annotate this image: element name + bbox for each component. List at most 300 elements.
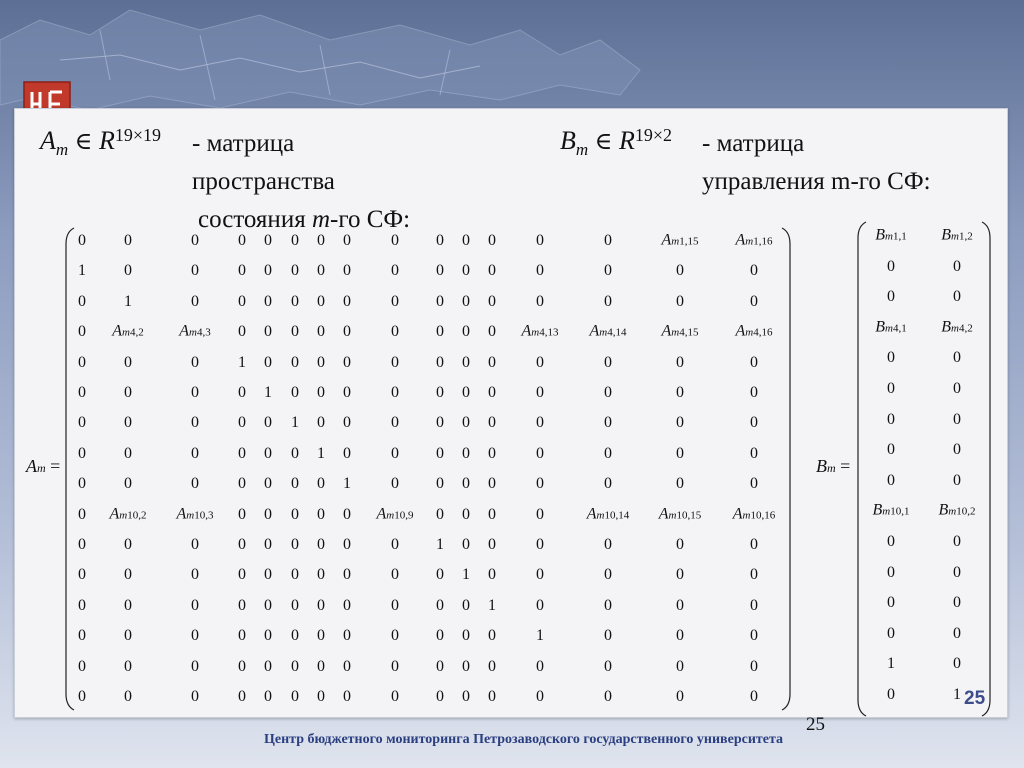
matrix-a-cell: 0: [488, 444, 496, 462]
matrix-a-cell: 0: [462, 596, 470, 614]
matrix-a-cell: 0: [238, 444, 246, 462]
matrix-a-cell: 0: [604, 292, 612, 310]
matrix-a-cell: 0: [536, 232, 544, 249]
matrix-a-cell: 0: [343, 596, 351, 614]
matrix-a-cell: 0: [462, 657, 470, 675]
matrix-a-cell: 0: [191, 384, 199, 401]
matrix-a-cell: 0: [291, 323, 299, 341]
matrix-a-cell: 0: [604, 536, 612, 553]
matrix-a-cell: 0: [604, 414, 612, 432]
matrix-a-cell: 0: [291, 232, 299, 249]
matrix-a-cell: 0: [436, 657, 444, 675]
matrix-b-cell: 0: [887, 441, 895, 459]
matrix-a-cell: 0: [488, 384, 496, 401]
matrix-a-cell: Am10,9: [376, 505, 414, 523]
matrix-a-cell: 0: [488, 536, 496, 553]
matrix-a-cell: 0: [604, 232, 612, 249]
matrix-a-cell: 0: [317, 384, 325, 401]
matrix-a-cell: 0: [78, 505, 86, 523]
matrix-a-cell: 0: [488, 657, 496, 675]
matrix-a-cell: 0: [436, 414, 444, 432]
matrix-a-cell: 0: [462, 536, 470, 553]
matrix-a-cell: 0: [604, 627, 612, 645]
matrix-a-cell: 0: [264, 444, 272, 462]
matrix-a-cell: 0: [391, 475, 399, 493]
matrix-a-cell: 0: [291, 566, 299, 584]
matrix-b-cell: 0: [887, 594, 895, 612]
matrix-a-cell: 0: [78, 323, 86, 341]
matrix-b-cell: 1: [887, 655, 895, 673]
matrix-a-cell: Am10,2: [109, 505, 147, 523]
matrix-a-cell: 0: [750, 262, 758, 280]
matrix-a-cell: 0: [317, 688, 325, 705]
matrix-b-cell: 0: [887, 410, 895, 428]
matrix-a-cell: 0: [124, 232, 132, 249]
matrix-a-cell: Am4,3: [179, 322, 211, 340]
matrix-a-cell: 0: [488, 292, 496, 310]
matrix-a-cell: 0: [536, 353, 544, 371]
matrix-a-cell: 0: [343, 323, 351, 341]
matrix-a-cell: 0: [317, 414, 325, 432]
matrix-a-cell: 0: [750, 596, 758, 614]
matrix-b-cell: 0: [887, 533, 895, 550]
matrix-a-cell: 0: [536, 536, 544, 553]
matrix-a-cell: 0: [264, 596, 272, 614]
matrix-a-cell: 0: [536, 566, 544, 584]
matrix-a-cell: 0: [343, 292, 351, 310]
matrix-a-cell: 0: [264, 688, 272, 705]
matrix-a-cell: 0: [191, 292, 199, 310]
footer-organization: Центр бюджетного мониторинга Петрозаводского государственного университета: [264, 732, 784, 747]
matrix-a-cell: 0: [488, 353, 496, 371]
matrix-a-cell: 0: [291, 262, 299, 280]
matrix-a-cell: Am4,14: [589, 322, 627, 340]
matrix-b-cell: 0: [887, 624, 895, 642]
matrix-a-cell: 0: [676, 444, 684, 462]
matrix-a-cell: 0: [488, 627, 496, 645]
matrix-a-cell: 1: [343, 475, 351, 493]
matrix-a-cell: 0: [191, 232, 199, 249]
matrix-b-cell: 0: [953, 410, 961, 428]
matrix-a-cell: 0: [462, 323, 470, 341]
matrix-a-cell: Am10,16: [732, 505, 776, 523]
matrix-a-cell: 0: [78, 232, 86, 249]
matrix-b-cell: Bm1,1: [875, 226, 907, 244]
matrix-a-cell: 0: [604, 262, 612, 280]
matrix-a-cell: 0: [264, 232, 272, 249]
matrix-a-cell: 0: [238, 475, 246, 493]
matrix-b-cell: Bm4,1: [875, 318, 907, 336]
matrix-a-cell: 0: [462, 232, 470, 249]
matrix-a-cell: 0: [604, 444, 612, 462]
matrix-a-cell: 0: [391, 444, 399, 462]
matrix-a-cell: 0: [343, 657, 351, 675]
matrix-a-cell: 0: [238, 262, 246, 280]
matrix-a-cell: 1: [536, 627, 544, 645]
matrix-a-cell: 0: [317, 232, 325, 249]
matrix-a-cell: 0: [391, 536, 399, 553]
matrix-a-cell: 1: [317, 444, 325, 462]
matrix-a-cell: 0: [238, 505, 246, 523]
matrix-a-cell: Am4,2: [112, 322, 144, 340]
matrix-a-cell: 0: [238, 384, 246, 401]
matrix-a-cell: 0: [317, 353, 325, 371]
matrix-a-cell: 0: [291, 688, 299, 705]
matrix-b-cell: 0: [953, 471, 961, 489]
matrix-a-cell: 0: [676, 657, 684, 675]
matrix-a-cell: 0: [343, 262, 351, 280]
matrix-a-cell: 0: [238, 627, 246, 645]
matrix-a-cell: 0: [264, 292, 272, 310]
matrix-a-cell: 0: [343, 536, 351, 553]
matrix-b-label: Bm =: [816, 456, 851, 476]
matrix-a-cell: 0: [536, 596, 544, 614]
matrix-a-cell: 0: [238, 232, 246, 249]
matrix-a-cell: 0: [391, 323, 399, 341]
matrix-b-cell: Bm4,2: [941, 318, 973, 336]
matrix-a-cell: 0: [238, 323, 246, 341]
matrix-a-cell: 0: [78, 657, 86, 675]
matrix-a-cell: 0: [436, 444, 444, 462]
matrix-b-cell: 0: [887, 380, 895, 397]
matrix-a-cell: 0: [317, 627, 325, 645]
matrix-a-cell: 0: [78, 414, 86, 432]
matrix-a-cell: 0: [78, 292, 86, 310]
matrix-a-cell: 0: [750, 536, 758, 553]
matrix-a-cell: 0: [264, 353, 272, 371]
matrix-b-cell: 0: [953, 257, 961, 275]
matrix-a-cell: 0: [604, 384, 612, 401]
matrix-a-cell: 0: [676, 262, 684, 280]
matrix-a-cell: 0: [436, 262, 444, 280]
matrix-a-cell: 0: [343, 232, 351, 249]
background-map-graphic: [0, 0, 1024, 120]
matrix-a-cell: 0: [676, 688, 684, 705]
matrix-a-cell: 0: [343, 444, 351, 462]
matrix-a-cell: 1: [462, 566, 470, 584]
matrix-a-cell: 0: [436, 232, 444, 249]
matrix-a-desc-line1: - матрица: [192, 130, 295, 157]
matrix-b-desc-line2: управления m-го СФ:: [702, 168, 931, 195]
matrix-a-cell: 0: [436, 353, 444, 371]
matrix-a-cell: 0: [343, 414, 351, 432]
matrix-a-cell: 0: [604, 475, 612, 493]
matrix-a-cell: 0: [124, 475, 132, 493]
matrix-a-cell: 0: [676, 384, 684, 401]
matrix-a-cell: 0: [536, 414, 544, 432]
matrix-a-cell: 0: [676, 596, 684, 614]
matrix-a-cell: 0: [436, 566, 444, 584]
matrix-a-cell: 0: [462, 353, 470, 371]
matrix-a-cell: 0: [391, 232, 399, 249]
matrix-a-cell: 0: [604, 353, 612, 371]
matrix-a-cell: 0: [343, 353, 351, 371]
matrix-a-cell: 0: [78, 475, 86, 493]
matrix-a-cell: 0: [462, 262, 470, 280]
matrix-a-cell: 0: [750, 688, 758, 705]
matrix-a-cell: 0: [343, 505, 351, 523]
matrix-a-cell: 0: [536, 475, 544, 493]
matrix-a-cell: 0: [78, 444, 86, 462]
matrix-a-cell: 0: [536, 444, 544, 462]
matrix-a-cell: 0: [750, 566, 758, 584]
matrix-a-cell: Am1,15: [661, 231, 699, 249]
matrix-a-cell: 0: [78, 566, 86, 584]
matrix-a-definition: $A_m$ ∈ $R^{19\times 19}$: [40, 125, 161, 159]
matrix-a-cell: 0: [676, 414, 684, 432]
matrix-a-cell: 0: [317, 657, 325, 675]
matrix-a-cell: 0: [191, 475, 199, 493]
matrix-b-cell: 0: [887, 563, 895, 581]
matrix-a-cell: 0: [317, 566, 325, 584]
matrix-a-cell: 0: [317, 475, 325, 493]
matrix-a-cell: 0: [604, 657, 612, 675]
matrix-a-cell: 0: [238, 292, 246, 310]
matrix-a-cell: 1: [124, 292, 132, 310]
matrix-a-cell: 0: [191, 657, 199, 675]
matrix-a-cell: 0: [536, 657, 544, 675]
matrix-a-cell: 0: [291, 596, 299, 614]
matrix-a-cell: 0: [391, 384, 399, 401]
matrix-b-cell: Bm10,2: [938, 501, 976, 519]
matrix-a-cell: 0: [436, 384, 444, 401]
matrix-a-cell: 0: [291, 475, 299, 493]
matrix-a-cell: 0: [462, 475, 470, 493]
matrix-a-cell: 0: [78, 627, 86, 645]
matrix-a-cell: 0: [124, 262, 132, 280]
matrix-a-cell: 0: [317, 292, 325, 310]
matrix-a-cell: 1: [291, 414, 299, 432]
matrix-a-cell: 1: [488, 596, 496, 614]
matrix-a-cell: 0: [604, 596, 612, 614]
matrix-a-cell: 0: [317, 505, 325, 523]
matrix-a-cell: Am10,14: [586, 505, 630, 523]
matrix-a-cell: 0: [124, 444, 132, 462]
matrix-a-cell: 0: [436, 627, 444, 645]
matrix-b-cell: 0: [953, 441, 961, 459]
matrix-a-cell: 0: [191, 536, 199, 553]
matrix-a-cell: 0: [291, 384, 299, 401]
matrix-a-cell: 0: [750, 444, 758, 462]
matrix-a-cell: 0: [488, 475, 496, 493]
matrix-a-cell: 0: [676, 292, 684, 310]
matrix-a-cell: 0: [488, 688, 496, 705]
matrix-a-cell: 0: [676, 475, 684, 493]
matrix-a-cell: 0: [604, 688, 612, 705]
matrix-a-cell: 0: [462, 384, 470, 401]
matrix-a-cell: 0: [750, 384, 758, 401]
matrix-a-cell: 1: [78, 262, 86, 280]
matrix-a-cell: 0: [488, 262, 496, 280]
matrix-a-cell: 0: [488, 323, 496, 341]
matrix-a-cell: 0: [317, 262, 325, 280]
matrix-a-cell: 0: [191, 596, 199, 614]
matrix-a-cell: 0: [264, 323, 272, 341]
matrix-a-cell: Am4,15: [661, 322, 699, 340]
matrix-a-cell: 0: [78, 688, 86, 705]
matrix-a-cell: 0: [391, 262, 399, 280]
matrix-a-cell: 0: [436, 505, 444, 523]
matrix-b-cell: 0: [953, 349, 961, 367]
matrix-a-cell: 0: [462, 627, 470, 645]
matrix-a-cell: 0: [191, 414, 199, 432]
matrix-a-cell: 0: [124, 688, 132, 705]
matrix-a-cell: 0: [488, 232, 496, 249]
page-number: 25: [806, 714, 825, 735]
matrix-a-cell: 0: [264, 566, 272, 584]
matrix-a-cell: 0: [291, 657, 299, 675]
matrix-a-cell: Am4,13: [521, 322, 559, 340]
matrix-a-cell: 0: [391, 596, 399, 614]
matrix-a-cell: 0: [124, 627, 132, 645]
matrix-a-cell: 0: [676, 566, 684, 584]
matrix-a-cell: 1: [436, 536, 444, 553]
matrix-a-cell: 0: [462, 444, 470, 462]
matrix-a-cell: 0: [391, 566, 399, 584]
matrix-a-cell: 0: [750, 353, 758, 371]
matrix-b-cell: Bm1,2: [941, 226, 973, 244]
matrix-a-cell: 0: [676, 353, 684, 371]
matrix-b-cell: 0: [953, 624, 961, 642]
matrix-a-cell: 0: [317, 323, 325, 341]
matrix-a-cell: 0: [391, 688, 399, 705]
matrix-a-cell: 0: [343, 384, 351, 401]
matrix-a-cell: 0: [391, 292, 399, 310]
matrix-a-cell: 0: [343, 688, 351, 705]
matrix-a-cell: 0: [291, 353, 299, 371]
matrix-a-cell: 0: [391, 657, 399, 675]
matrix-b-cell: Bm10,1: [872, 501, 910, 519]
matrix-a-cell: 0: [391, 414, 399, 432]
matrix-a-cell: 0: [291, 444, 299, 462]
matrix-a-cell: 0: [750, 475, 758, 493]
matrix-a-cell: 0: [124, 536, 132, 553]
matrix-a-cell: 0: [488, 505, 496, 523]
matrix-a-cell: 0: [750, 657, 758, 675]
matrix-a-cell: 0: [462, 292, 470, 310]
matrix-a-cell: 0: [78, 536, 86, 553]
matrix-a-cell: 0: [676, 536, 684, 553]
matrix-a-cell: 0: [488, 566, 496, 584]
matrix-a-cell: 0: [124, 657, 132, 675]
matrix-a-cell: 0: [291, 627, 299, 645]
matrix-a-desc-line2: пространства: [192, 168, 335, 195]
matrix-a-cell: 0: [264, 475, 272, 493]
matrix-a-cell: 0: [391, 627, 399, 645]
matrix-a-cell: 0: [536, 688, 544, 705]
matrix-a-cell: 0: [536, 505, 544, 523]
matrix-b-cell: 0: [887, 471, 895, 489]
matrix-a-cell: 0: [436, 323, 444, 341]
matrix-a-cell: 0: [536, 292, 544, 310]
matrix-a-cell: 0: [291, 505, 299, 523]
matrix-a-cell: 0: [238, 596, 246, 614]
matrix-a-cell: 0: [436, 596, 444, 614]
matrix-a-cell: Am10,15: [658, 505, 702, 523]
matrix-b-cell: 0: [953, 563, 961, 581]
matrix-a-cell: 0: [750, 292, 758, 310]
matrix-b-cell: 0: [887, 349, 895, 367]
matrix-a-cell: 0: [238, 688, 246, 705]
matrix-a-cell: 0: [191, 627, 199, 645]
matrix-a-cell: 0: [124, 566, 132, 584]
matrix-a-cell: 0: [264, 536, 272, 553]
matrix-a-cell: 0: [317, 596, 325, 614]
matrix-a-cell: Am4,16: [735, 322, 773, 340]
matrix-b-cell: 0: [953, 380, 961, 397]
matrix-a-cell: 0: [238, 536, 246, 553]
matrix-a-cell: 0: [291, 292, 299, 310]
matrix-a-cell: 0: [238, 657, 246, 675]
matrix-a-cell: 0: [124, 414, 132, 432]
matrix-a-cell: 0: [78, 596, 86, 614]
matrix-b-cell: 0: [887, 257, 895, 275]
matrix-b-cell: 0: [953, 594, 961, 612]
matrix-a-cell: 0: [191, 566, 199, 584]
matrix-a-cell: 0: [264, 505, 272, 523]
matrix-a-cell: 0: [317, 536, 325, 553]
matrix-a-cell: 0: [238, 414, 246, 432]
matrix-a-cell: 0: [343, 627, 351, 645]
matrix-a-label: Am =: [26, 456, 61, 476]
matrix-a-cell: Am10,3: [176, 505, 214, 523]
matrix-a-cell: 0: [78, 384, 86, 401]
page-number-badge: 25: [964, 688, 986, 709]
matrix-a-cell: 0: [436, 292, 444, 310]
matrix-a-cell: 0: [750, 414, 758, 432]
matrix-a-cell: 0: [191, 444, 199, 462]
matrix-a-cell: 0: [391, 353, 399, 371]
matrix-a-cell: 0: [124, 384, 132, 401]
matrix-a-cell: 0: [536, 384, 544, 401]
matrix-a-cell: 1: [264, 384, 272, 401]
matrix-a-cell: 0: [264, 262, 272, 280]
matrix-b-cell: 0: [887, 288, 895, 306]
matrix-a-cell: 0: [604, 566, 612, 584]
matrix-a-cell: 0: [191, 262, 199, 280]
matrix-a-cell: 0: [676, 627, 684, 645]
matrix-a-cell: 0: [750, 627, 758, 645]
matrix-a-cell: 1: [238, 353, 246, 371]
matrix-b-cell: 1: [953, 686, 961, 703]
matrix-a-cell: 0: [291, 536, 299, 553]
matrix-a-desc-line3: состояния m-го СФ:: [198, 206, 411, 233]
matrix-a-cell: 0: [436, 475, 444, 493]
matrix-a-cell: 0: [264, 414, 272, 432]
matrix-a-cell: 0: [264, 657, 272, 675]
matrix-b-definition: $B_m$ ∈ $R^{19\times 2}$: [560, 125, 672, 159]
matrix-a-cell: 0: [536, 262, 544, 280]
matrix-b-cell: 0: [953, 655, 961, 673]
slide-content-panel: [14, 108, 1008, 718]
matrix-a-cell: 0: [436, 688, 444, 705]
matrix-a-cell: 0: [191, 353, 199, 371]
matrix-a-cell: 0: [238, 566, 246, 584]
matrix-a-cell: 0: [264, 627, 272, 645]
matrix-a-cell: 0: [124, 353, 132, 371]
matrix-b-desc-line1: - матрица: [702, 130, 805, 157]
matrix-b-cell: 0: [953, 533, 961, 550]
matrix-a-cell: 0: [343, 566, 351, 584]
matrix-a-cell: Am1,16: [735, 231, 773, 249]
matrix-a-cell: 0: [488, 414, 496, 432]
matrix-a-cell: 0: [191, 688, 199, 705]
matrix-a-cell: 0: [124, 596, 132, 614]
matrix-a-cell: 0: [78, 353, 86, 371]
matrix-a-cell: 0: [462, 688, 470, 705]
matrix-b-cell: 0: [887, 686, 895, 703]
matrix-a-cell: 0: [462, 414, 470, 432]
